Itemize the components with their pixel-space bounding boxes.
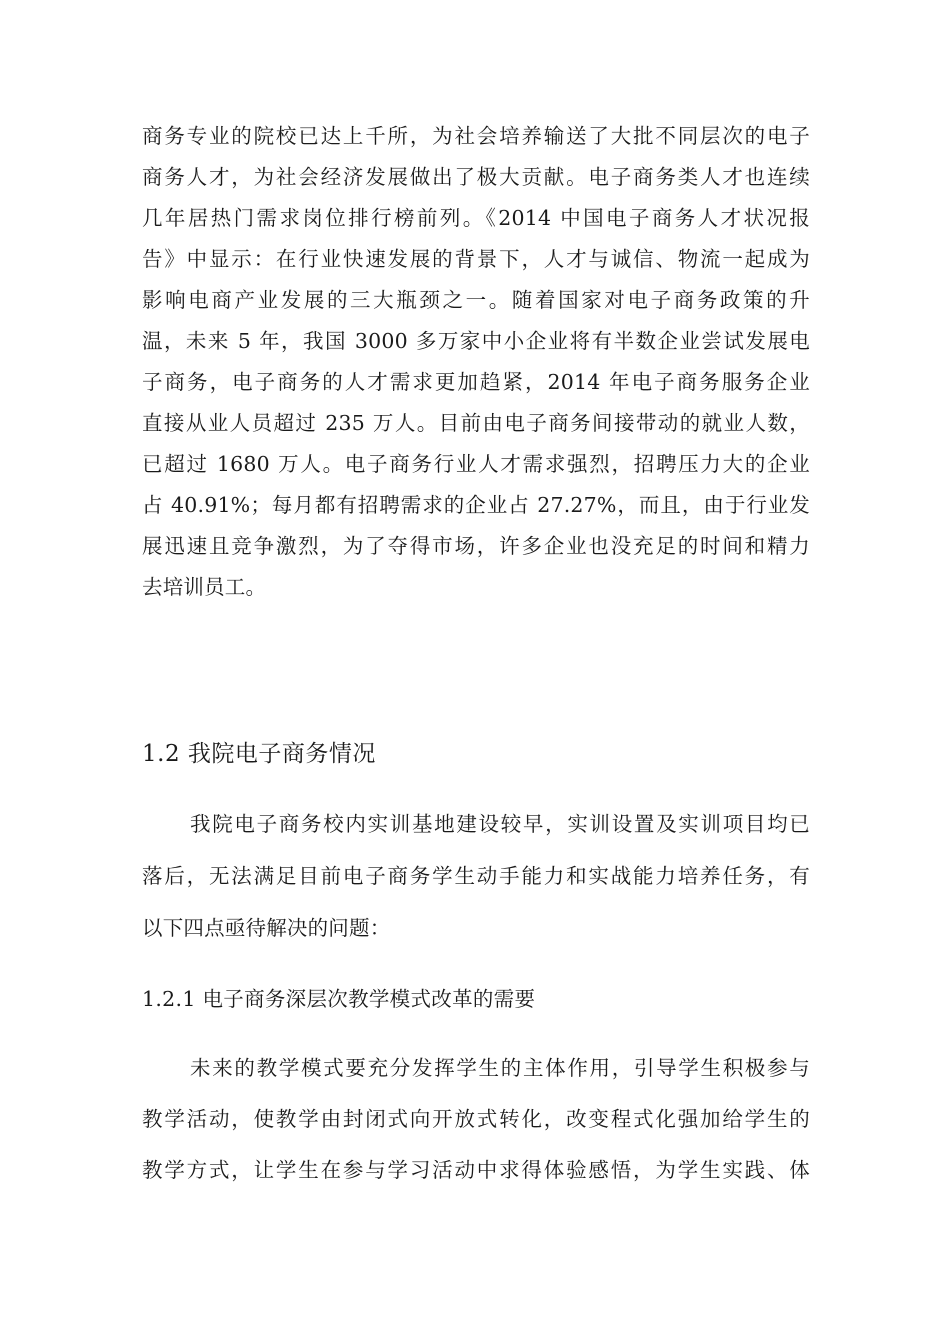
paragraph-line: 告》中显示：在行业快速发展的背景下，人才与诚信、物流一起成为 — [142, 247, 810, 271]
paragraph-line: 子商务，电子商务的人才需求更加趋紧，2014 年电子商务服务企业 — [142, 370, 810, 394]
paragraph-line: 商务专业的院校已达上千所，为社会培养输送了大批不同层次的电子 — [142, 124, 810, 148]
paragraph-line: 未来的教学模式要充分发挥学生的主体作用，引导学生积极参与 — [190, 1056, 810, 1080]
paragraph-line: 教学方式，让学生在参与学习活动中求得体验感悟，为学生实践、体 — [142, 1158, 810, 1182]
paragraph-line: 已超过 1680 万人。电子商务行业人才需求强烈，招聘压力大的企业 — [142, 452, 810, 476]
paragraph-line: 落后，无法满足目前电子商务学生动手能力和实战能力培养任务，有 — [142, 864, 810, 888]
section-heading-1-2: 1.2 我院电子商务情况 — [142, 741, 376, 767]
paragraph-line: 几年居热门需求岗位排行榜前列。《2014 中国电子商务人才状况报 — [142, 206, 810, 230]
paragraph-line: 温，未来 5 年，我国 3000 多万家中小企业将有半数企业尝试发展电 — [142, 329, 810, 353]
paragraph-line: 去培训员工。 — [142, 575, 267, 599]
paragraph-line: 直接从业人员超过 235 万人。目前由电子商务间接带动的就业人数， — [142, 411, 810, 435]
paragraph-line: 以下四点亟待解决的问题： — [142, 916, 391, 940]
paragraph-line: 展迅速且竞争激烈，为了夺得市场，许多企业也没充足的时间和精力 — [142, 534, 810, 558]
paragraph-line: 影响电商产业发展的三大瓶颈之一。随着国家对电子商务政策的升 — [142, 288, 810, 312]
section-heading-1-2-1: 1.2.1 电子商务深层次教学模式改革的需要 — [142, 987, 536, 1011]
paragraph-line: 商务人才，为社会经济发展做出了极大贡献。电子商务类人才也连续 — [142, 165, 810, 189]
paragraph-line: 占 40.91%；每月都有招聘需求的企业占 27.27%，而且，由于行业发 — [142, 493, 810, 517]
paragraph-line: 我院电子商务校内实训基地建设较早，实训设置及实训项目均已 — [190, 812, 810, 836]
paragraph-line: 教学活动，使教学由封闭式向开放式转化，改变程式化强加给学生的 — [142, 1107, 810, 1131]
